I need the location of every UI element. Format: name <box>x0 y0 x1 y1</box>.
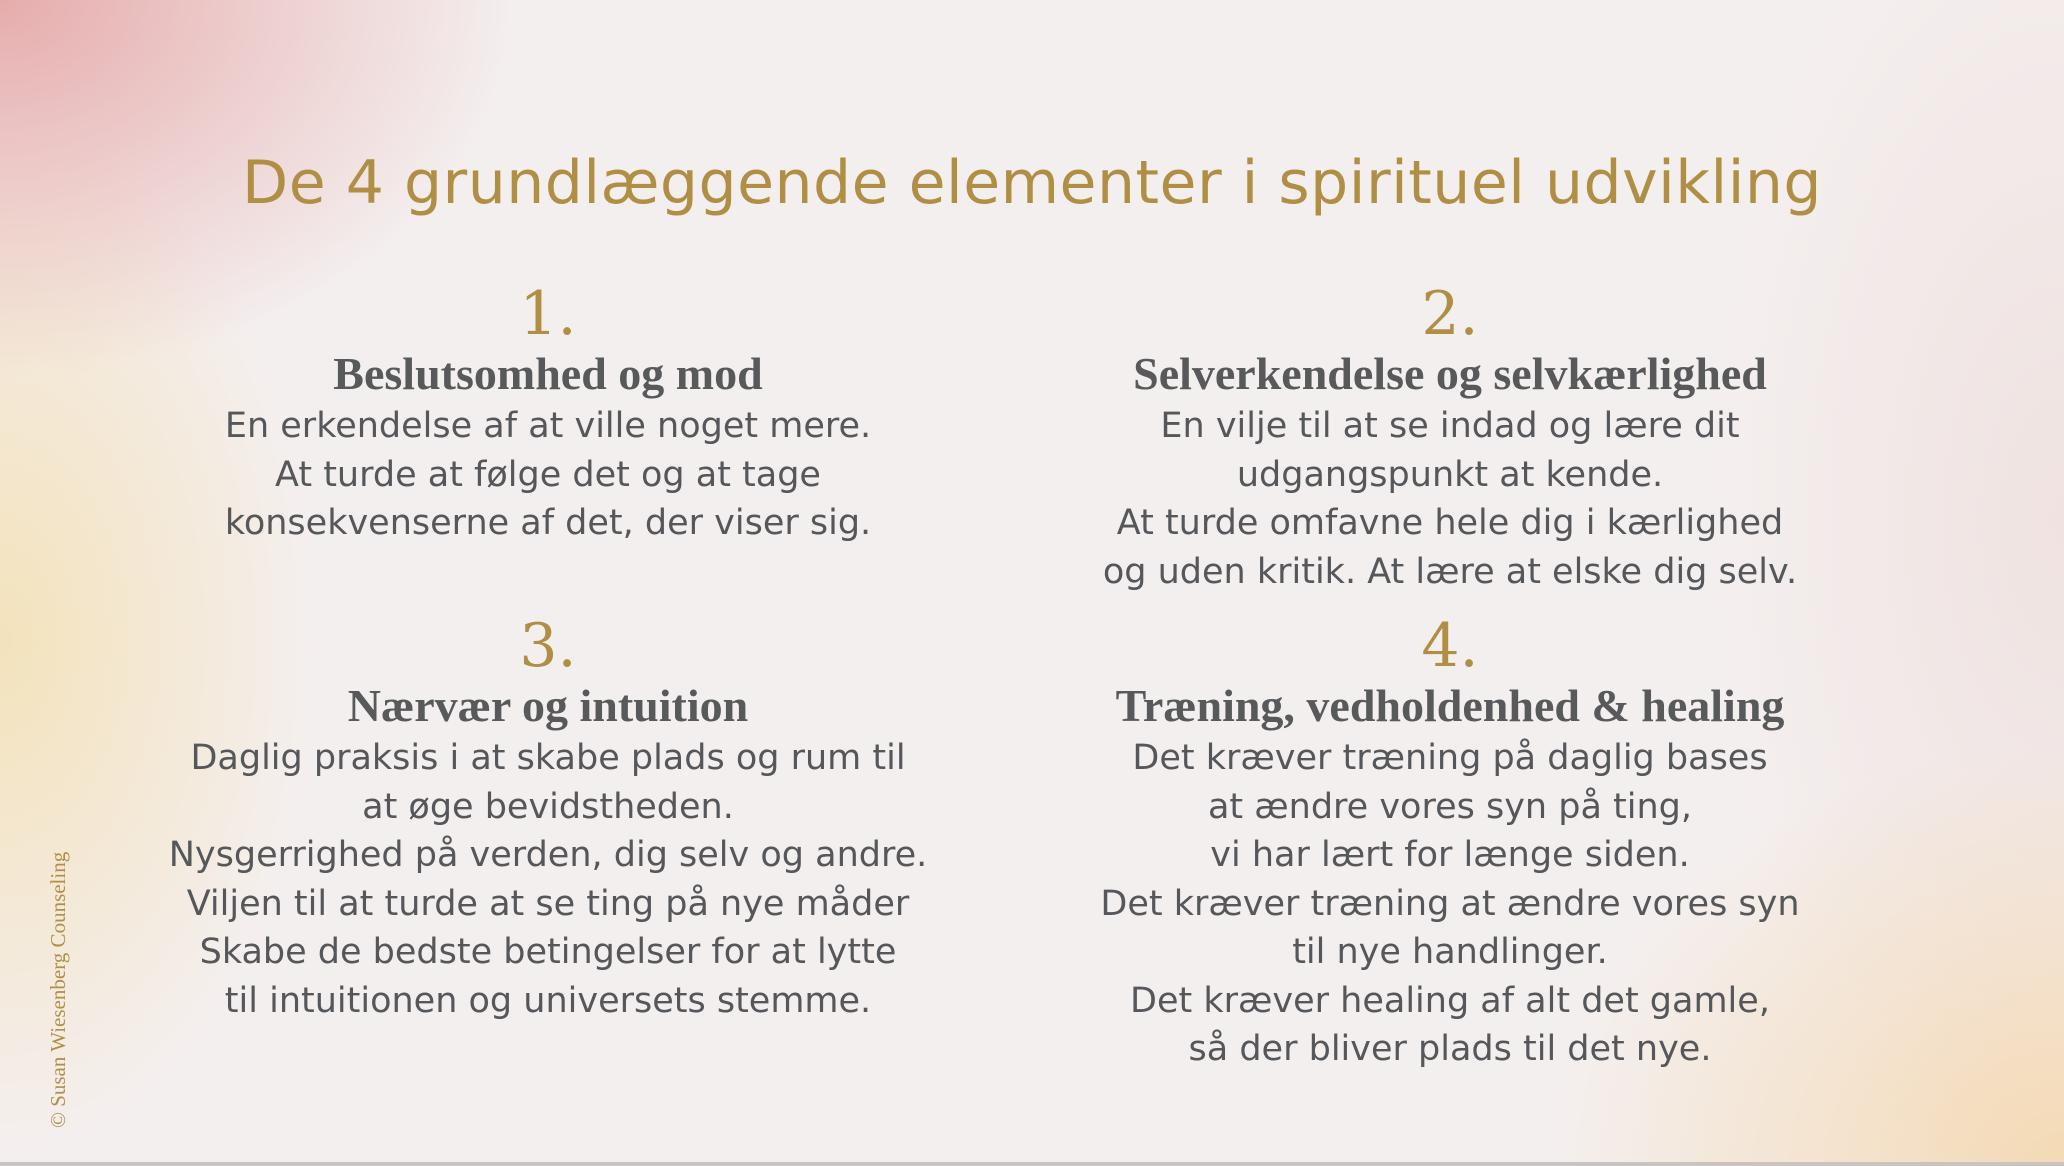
element-2-line-4: og uden kritik. At lære at elske dig selv. <box>1102 551 1798 592</box>
element-4-line-2: at ændre vores syn på ting, <box>1207 786 1692 827</box>
element-3-line-5: Skabe de bedste betingelser for at lytte <box>199 932 897 972</box>
element-1-number: 1. <box>519 279 577 349</box>
element-3-number: 3. <box>519 611 577 681</box>
element-3-line-1: Daglig praksis i at skabe plads og rum til <box>190 738 906 778</box>
element-4-number: 4. <box>1421 611 1479 681</box>
element-1-line-1: En erkendelse af at ville noget mere. <box>224 406 872 446</box>
element-1 <box>98 279 998 548</box>
element-3-line-2: at øge bevidstheden. <box>362 786 734 827</box>
element-4-line-7: så der bliver plads til det nye. <box>1188 1029 1712 1069</box>
copyright-notice: © Susan Wiesenberg Counseling <box>46 851 70 1128</box>
element-4-line-3: vi har lært for længe siden. <box>1210 835 1690 875</box>
element-2-number: 2. <box>1421 279 1479 349</box>
element-3-heading: Nærvær og intuition <box>347 680 749 731</box>
element-3-line-3: Nysgerrighed på verden, dig selv og andre. <box>168 835 928 875</box>
element-1-heading: Beslutsomhed og mod <box>333 348 763 399</box>
element-3-line-4: Viljen til at turde at se ting på nye måder <box>186 883 910 924</box>
element-2-line-3: At turde omfavne hele dig i kærlighed <box>1116 503 1784 543</box>
element-4-line-1: Det kræver træning på daglig bases <box>1132 738 1768 778</box>
element-4-line-5: til nye handlinger. <box>1292 932 1608 972</box>
slide-title: De 4 grundlæggende elementer i spirituel udvikling <box>242 148 1822 218</box>
element-4 <box>1000 611 1900 1074</box>
element-3-line-6: til intuitionen og universets stemme. <box>224 980 872 1021</box>
element-2-line-1: En vilje til at se indad og lære dit <box>1160 406 1740 446</box>
element-1-line-3: konsekvenserne af det, der viser sig. <box>224 503 872 543</box>
element-2 <box>1000 279 1900 596</box>
element-2-heading: Selverkendelse og selvkærlighed <box>1133 348 1767 399</box>
element-2-line-2: udgangspunkt at kende. <box>1236 454 1664 495</box>
element-4-heading: Træning, vedholdenhed & healing <box>1115 680 1785 731</box>
element-4-line-4: Det kræver træning at ændre vores syn <box>1100 883 1800 924</box>
element-3 <box>98 611 998 1025</box>
element-1-line-2: At turde at følge det og at tage <box>275 454 821 495</box>
element-4-line-6: Det kræver healing af alt det gamle, <box>1130 980 1770 1021</box>
